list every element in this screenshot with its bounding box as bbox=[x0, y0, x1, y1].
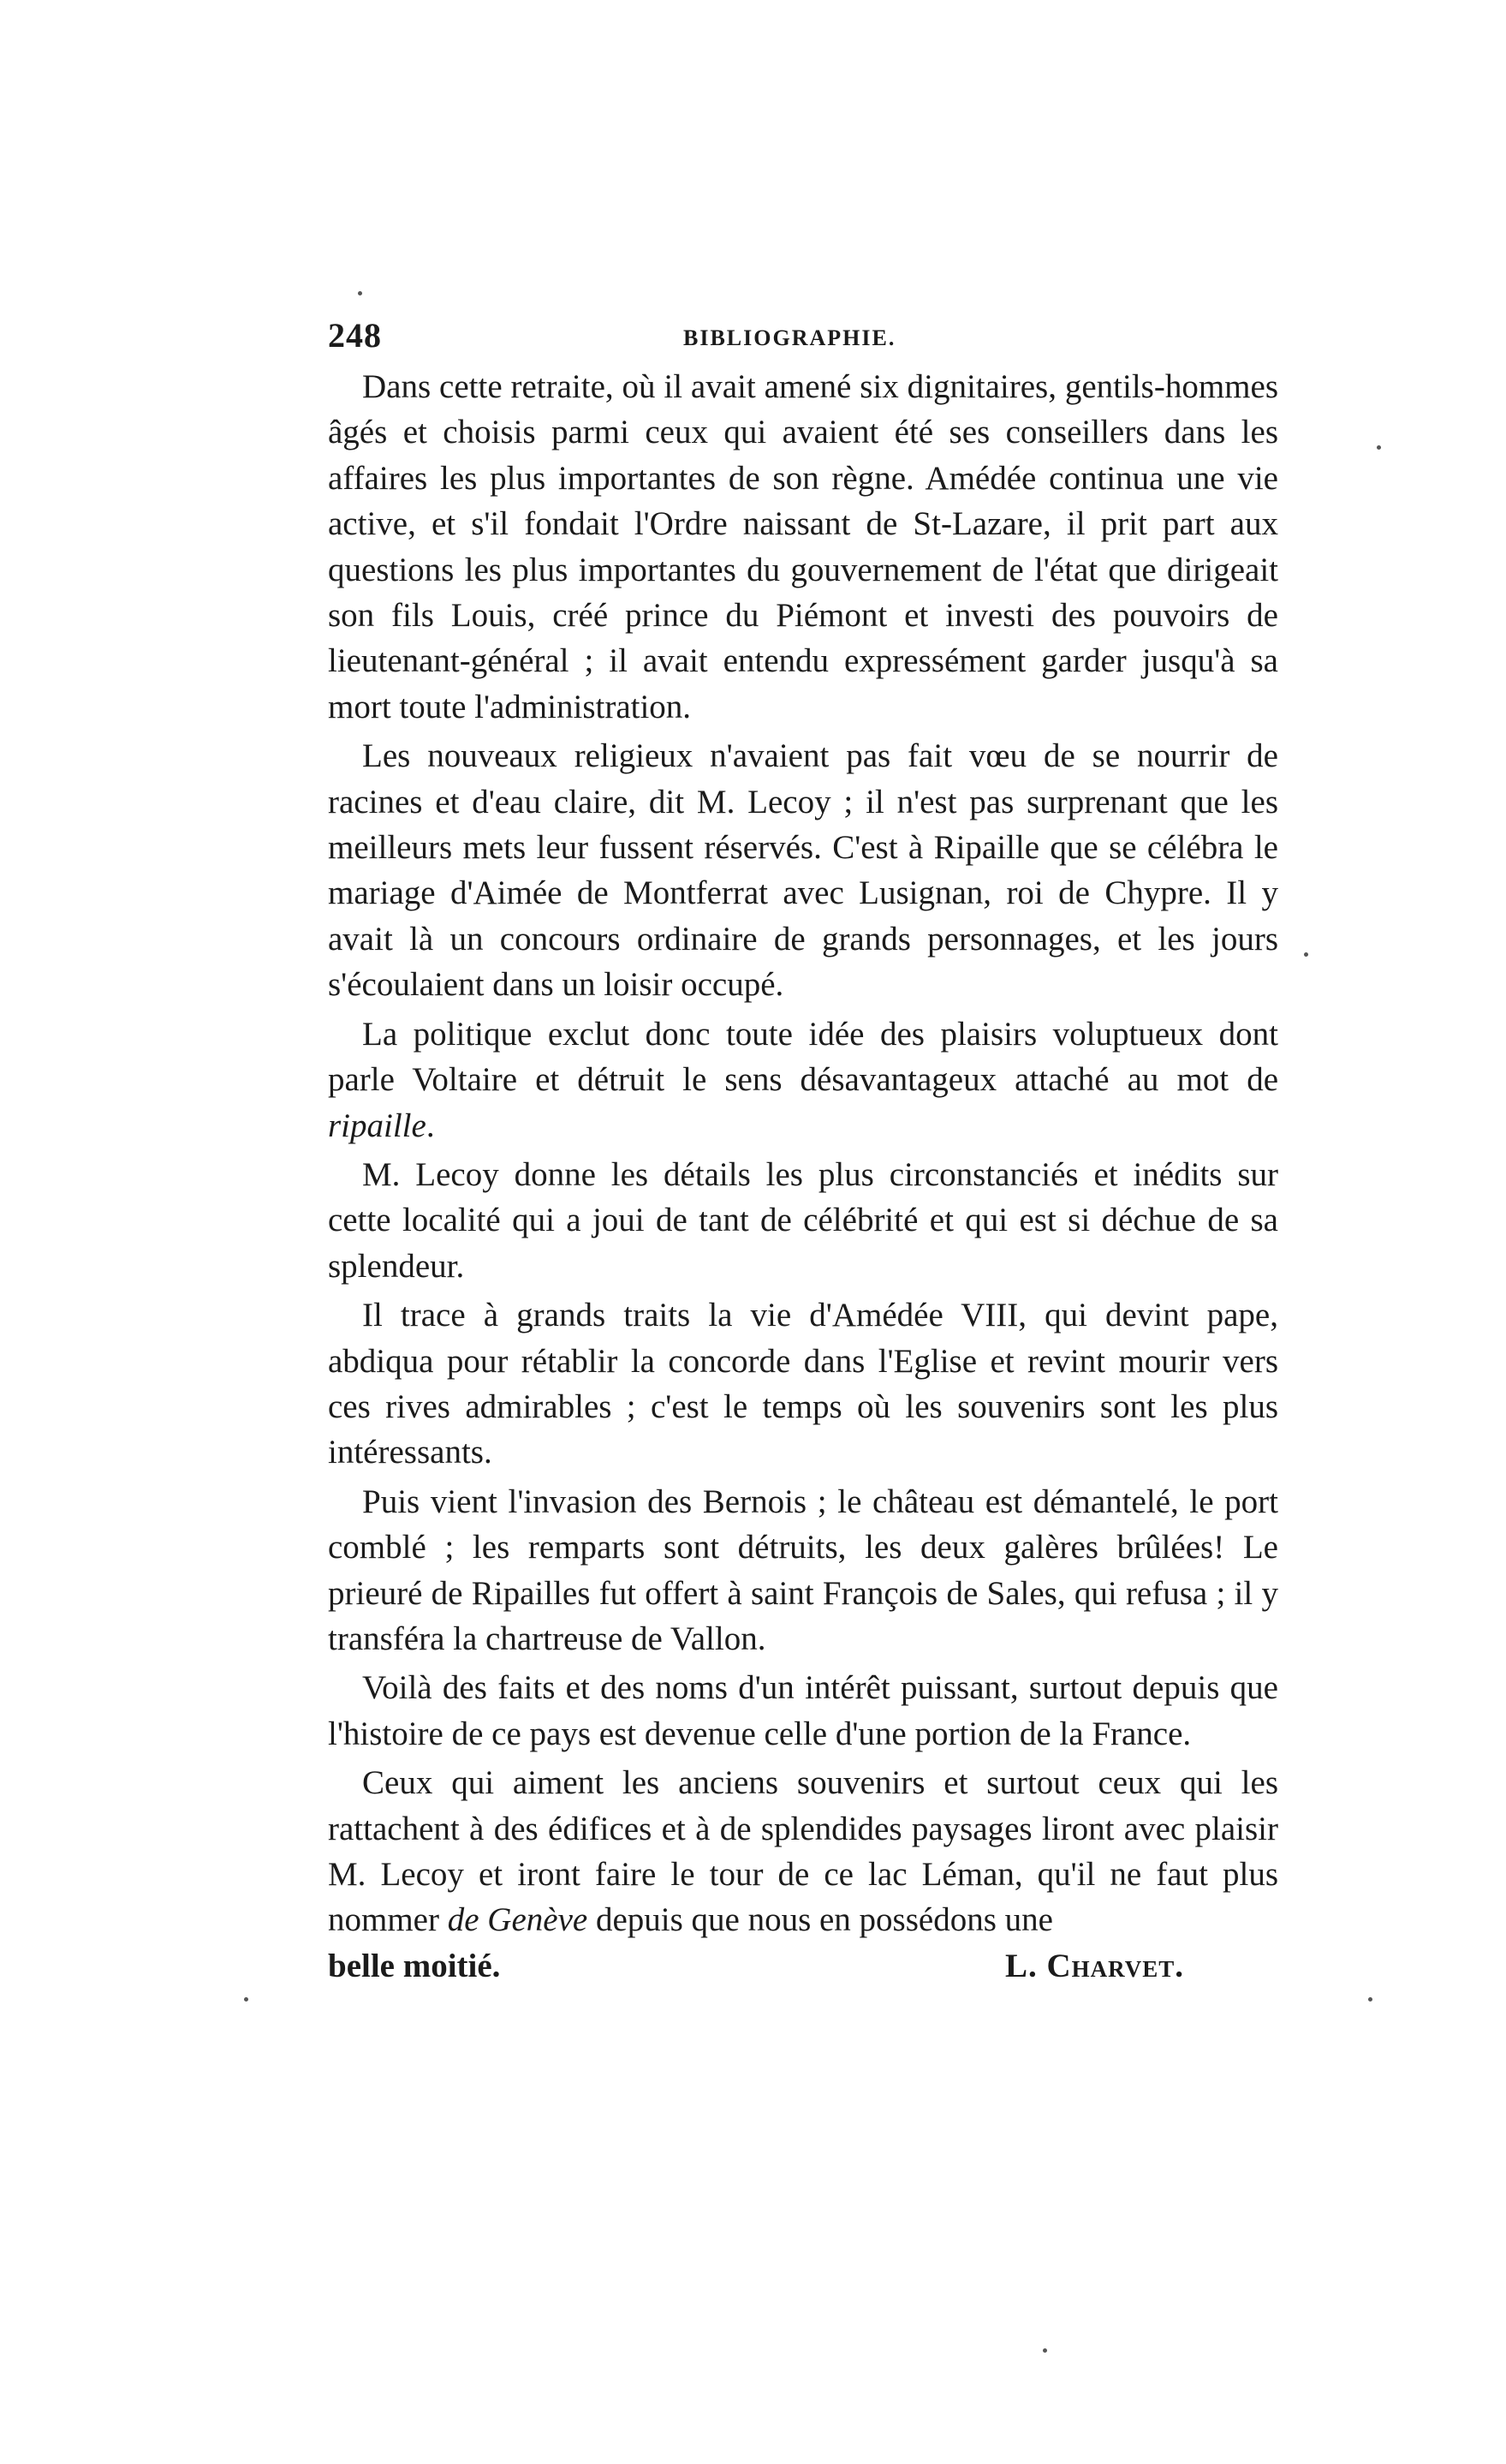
paragraph-souvenirs-tail: depuis que nous en possédons une bbox=[587, 1901, 1053, 1939]
paragraph-religieux: Les nouveaux religieux n'avaient pas fait vœu de se nourrir de racines et d'eau claire, dit M. Lecoy ; il n'est pas surprenant que les meilleurs mets leur fussent réservés. C'est à Ripaille que se célébra le mariage d'Aimée de Montferrat avec Lusignan, roi de Chypre. Il y avait là un concours ordinaire de grands personnages, et les jours s'écoulaient dans un loisir occupé. bbox=[328, 737, 1278, 1004]
section-title: BIBLIOGRAPHIE. bbox=[683, 325, 896, 350]
print-speck bbox=[1377, 445, 1381, 450]
italic-de-geneve: de Genève bbox=[447, 1901, 588, 1939]
signature-name: Charvet. bbox=[1046, 1947, 1184, 1984]
closing-line bbox=[328, 1943, 1278, 1989]
paragraph-souvenirs bbox=[328, 1760, 1278, 1943]
closing-text: belle moitié. bbox=[328, 1947, 501, 1984]
paragraph-politique-end: . bbox=[426, 1107, 435, 1144]
author-signature bbox=[1005, 1943, 1184, 1989]
paragraph-souvenirs-text: Ceux qui aiment les anciens souvenirs et surtout ceux qui les rattachent à des édifices et à de splendides paysages liront avec plaisir M. Lecoy et iront faire le tour de ce lac Léman, qu'il ne faut plus nommer bbox=[328, 1764, 1278, 1939]
italic-ripaille: ripaille bbox=[328, 1107, 426, 1144]
print-speck bbox=[1043, 2348, 1047, 2353]
print-speck bbox=[1304, 952, 1308, 957]
paragraph-politique bbox=[328, 1011, 1278, 1148]
print-speck bbox=[1368, 1997, 1372, 2002]
page-number: 248 bbox=[328, 316, 382, 355]
print-speck bbox=[358, 291, 362, 295]
paragraph-details: M. Lecoy donne les détails les plus circonstanciés et inédits sur cette localité qui a joui de tant de célébrité et qui est si déchue de sa splendeur. bbox=[328, 1155, 1278, 1285]
print-speck bbox=[244, 1997, 248, 2002]
body-text bbox=[328, 364, 1278, 1989]
signature-initial: L. bbox=[1005, 1947, 1047, 1984]
paragraph-faits: Voilà des faits et des noms d'un intérêt puissant, surtout depuis que l'histoire de ce pays est devenue celle d'une portion de la France. bbox=[328, 1669, 1278, 1752]
paragraph-amedee: Il trace à grands traits la vie d'Amédée VIII, qui devint pape, abdiqua pour rétablir la concorde dans l'Eglise et revint mourir vers ces rives admirables ; c'est le temps où les souvenirs sont les plus intéressants. bbox=[328, 1297, 1278, 1471]
paragraph-retraite: Dans cette retraite, où il avait amené six dignitaires, gentils-hommes âgés et choisis parmi ceux qui avaient été ses conseillers dans les affaires les plus importantes de son règne. Amédée continua une vie active, et s'il fondait l'Ordre naissant de St-Lazare, il prit part aux questions les plus importantes du gouvernement de l'état que dirigeait son fils Louis, créé prince du Piémont et investi des pouvoirs de lieutenant-général ; il avait entendu expressément garder jusqu'à sa mort toute l'administration. bbox=[328, 368, 1278, 725]
paragraph-politique-text: La politique exclut donc toute idée des plaisirs voluptueux dont parle Voltaire et détruit le sens désavantageux attaché au mot de bbox=[328, 1015, 1278, 1099]
running-head bbox=[328, 315, 1278, 358]
paragraph-bernois: Puis vient l'invasion des Bernois ; le château est démantelé, le port comblé ; les remparts sont détruits, les deux galères brûlées! Le prieuré de Ripailles fut offert à saint François de Sales, qui refusa ; il y transféra la chartreuse de Vallon. bbox=[328, 1483, 1278, 1657]
